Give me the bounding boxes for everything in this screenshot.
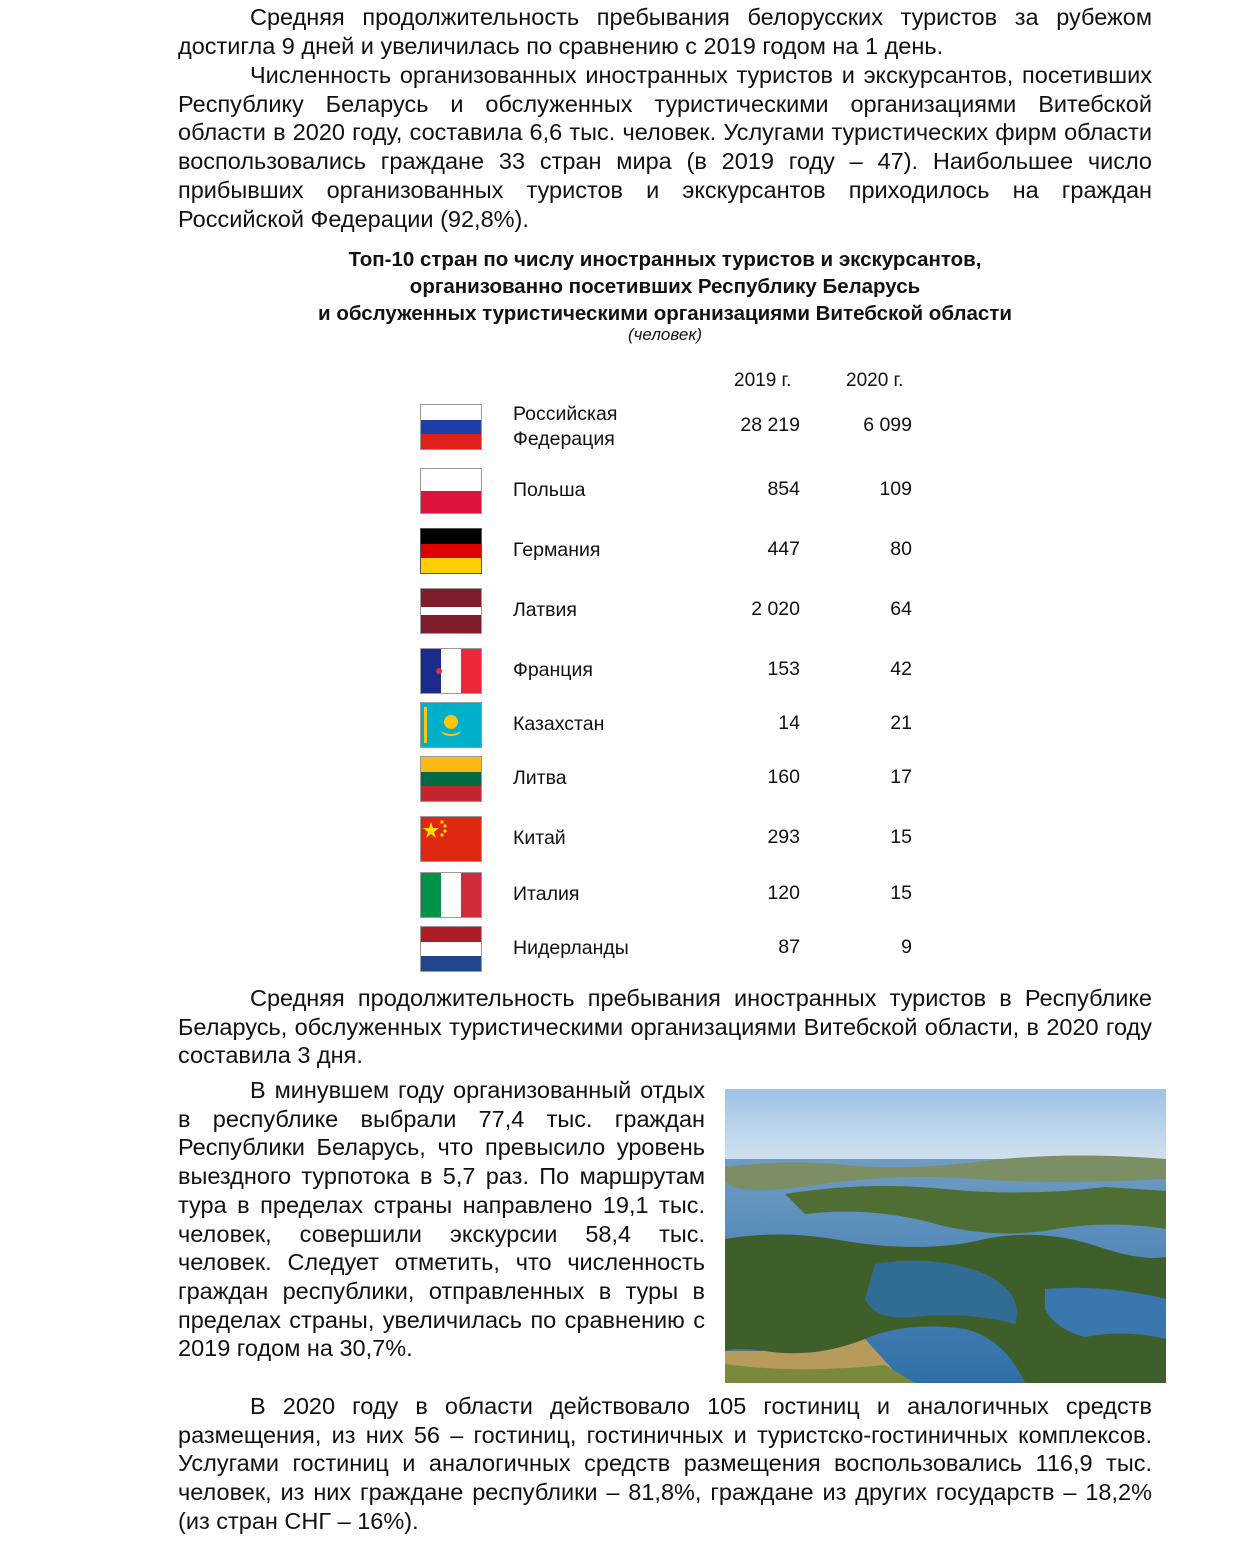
value-2020: 6 099 [863,414,912,436]
paragraph-text: Средняя продолжительность пребывания иностранных туристов в Республике Беларусь, обслуженных туристическими организациями Витебской области, в 2020 году составила 3 дня. [178,985,1152,1069]
table-title [178,246,1152,327]
value-2019: 14 [778,712,800,734]
country-name: Нидерланды [513,937,629,959]
value-2019: 28 219 [740,414,800,436]
column-header-2020: 2020 г. [846,370,904,391]
table-row [418,648,938,700]
russia-flag-icon [420,404,482,450]
table-row [418,528,938,580]
table-unit: (человек) [627,325,703,344]
table-row [418,702,938,754]
table-row [418,926,938,978]
country-name: Италия [513,883,580,905]
kazakhstan-flag-icon [420,702,482,748]
paragraph-text: Численность организованных иностранных туристов и экскурсантов, посетивших Республику Беларусь и обслуженных туристическими организациями Витебской области в 2020 году, составила 6,6 тыс. человек. Услугами туристических фирм области воспользовались граждане 33 стран мира (в 2019 году – 47). Наибольшее число прибывших организованных туристов и экскурсантов приходилось на граждан Российской Федерации (92,8%). [178,62,1152,232]
value-2020: 15 [890,826,912,848]
germany-flag-icon [420,528,482,574]
paragraph-organized-rest [178,1076,705,1363]
table-row [418,872,938,924]
country-name: Китай [513,827,566,849]
table-row [418,404,938,456]
paragraph-text: В 2020 году в области действовало 105 гостиниц и аналогичных средств размещения, из них 56 – гостиниц, гостиничных и туристско-гостиничных комплексов. Услугами гостиниц и аналогичных средств размещения воспользовались 116,9 тыс. человек, из них граждане республики – 81,8%, граждане из других государств – 18,2% (из стран СНГ – 16%). [178,1393,1152,1534]
value-2020: 17 [890,766,912,788]
paragraph-duration-foreign-tourists [178,984,1152,1070]
value-2020: 9 [901,936,912,958]
country-name: Казахстан [513,713,605,735]
china-flag-icon [420,816,482,862]
country-name: Германия [513,539,601,561]
paragraph-foreign-tourists-count [178,61,1152,233]
table-row [418,468,938,520]
paragraph-hotels [178,1392,1152,1536]
value-2020: 109 [879,478,912,500]
value-2019: 153 [767,658,800,680]
country-name: Польша [513,479,586,501]
table-row [418,756,938,808]
paragraph-text: Средняя продолжительность пребывания белорусских туристов за рубежом достигла 9 дней и увеличилась по сравнению с 2019 годом на 1 день. [178,4,1152,59]
lithuania-flag-icon [420,756,482,802]
latvia-flag-icon [420,588,482,634]
value-2020: 15 [890,882,912,904]
column-header-2019: 2019 г. [734,370,792,391]
country-name: Франция [513,659,593,681]
france-flag-icon [420,648,482,694]
table-row [418,588,938,640]
value-2019: 854 [767,478,800,500]
netherlands-flag-icon [420,926,482,972]
value-2019: 87 [778,936,800,958]
value-2020: 64 [890,598,912,620]
table-title-line-2: организованно посетивших Республику Беларусь [409,275,921,298]
country-name: Литва [513,767,567,789]
value-2019: 160 [767,766,800,788]
value-2019: 120 [767,882,800,904]
italy-flag-icon [420,872,482,918]
value-2020: 42 [890,658,912,680]
value-2020: 80 [890,538,912,560]
value-2019: 2 020 [751,598,800,620]
table-title-line-1: Топ-10 стран по числу иностранных туристов и экскурсантов, [348,248,982,271]
country-name: Латвия [513,599,577,621]
value-2019: 293 [767,826,800,848]
value-2020: 21 [890,712,912,734]
country-name: Российская Федерация [513,403,618,450]
table-title-line-3: и обслуженных туристическими организациями Витебской области [318,302,1012,325]
lake-landscape-photo [725,1089,1166,1383]
paragraph-duration-belarusian-tourists [178,3,1152,60]
paragraph-text: В минувшем году организованный отдых в республике выбрали 77,4 тыс. граждан Республики Беларусь, что превысило уровень выездного турпотока в 5,7 раз. По маршрутам тура в пределах страны направлено 19,1 тыс. человек, совершили экскурсии 58,4 тыс. человек. Следует отметить, что численность граждан республики, отправленных в туры в пределах страны, увеличилась по сравнению с 2019 годом на 30,7%. [178,1077,705,1362]
table-row [418,816,938,868]
value-2019: 447 [767,538,800,560]
poland-flag-icon [420,468,482,514]
